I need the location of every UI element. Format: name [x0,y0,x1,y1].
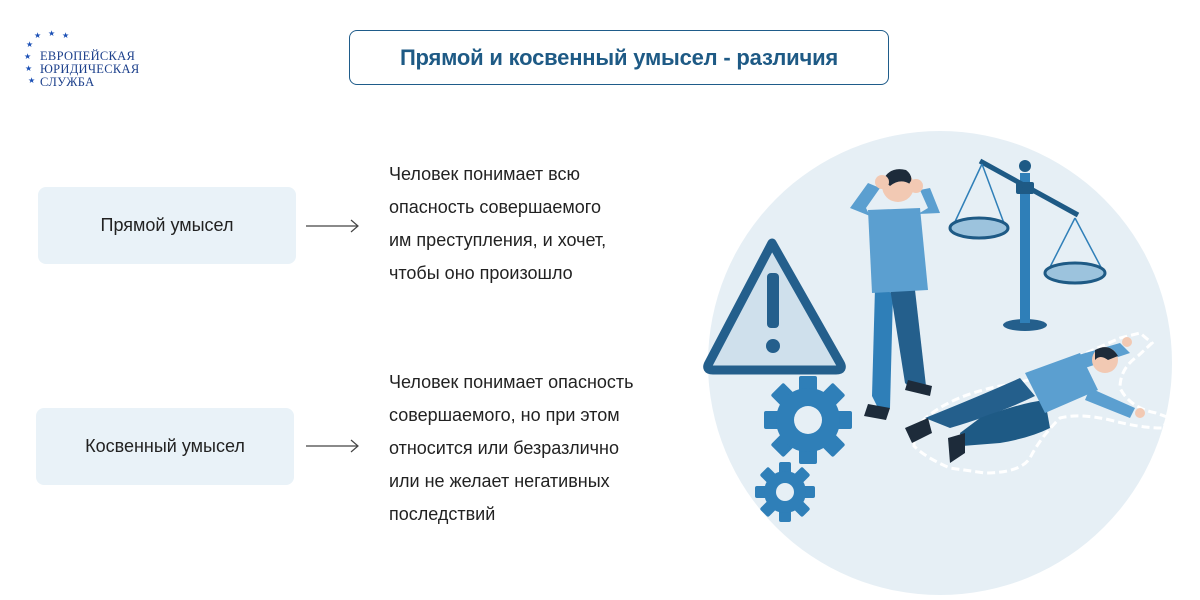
arrow-right-icon [305,438,361,454]
logo-line-3: СЛУЖБА [40,75,95,89]
logo: ★ ★ ★ ★ ★ ★ ★ ЕВРОПЕЙСКАЯ ЮРИДИЧЕСКАЯ СЛУЖБА [24,29,140,89]
illustration [700,128,1180,598]
description-line: Человек понимает всю [389,164,581,184]
description-line: опасность совершаемого [389,197,601,217]
term-label-direct: Прямой умысел [100,215,234,235]
description-line: чтобы оно произошло [389,263,573,283]
description-line: или не желает негативных [389,471,610,491]
description-line: последствий [389,504,496,524]
description-line: относится или безразлично [389,438,620,458]
logo-line-1: ЕВРОПЕЙСКАЯ [40,49,136,63]
term-label-indirect: Косвенный умысел [85,436,245,456]
description-line: Человек понимает опасность [389,372,634,392]
logo-line-2: ЮРИДИЧЕСКАЯ [40,62,140,76]
arrow-right-icon [305,218,361,234]
title-box [349,30,889,85]
gear-icon [764,376,852,464]
description-line: им преступления, и хочет, [389,230,607,250]
description-indirect [389,366,634,531]
page-title: Прямой и косвенный умысел - различия [399,44,839,70]
term-box-indirect [36,408,294,485]
description-direct [389,158,606,290]
gear-icon [755,462,815,522]
description-line: совершаемого, но при этом [389,405,620,425]
term-box-direct [38,187,296,264]
